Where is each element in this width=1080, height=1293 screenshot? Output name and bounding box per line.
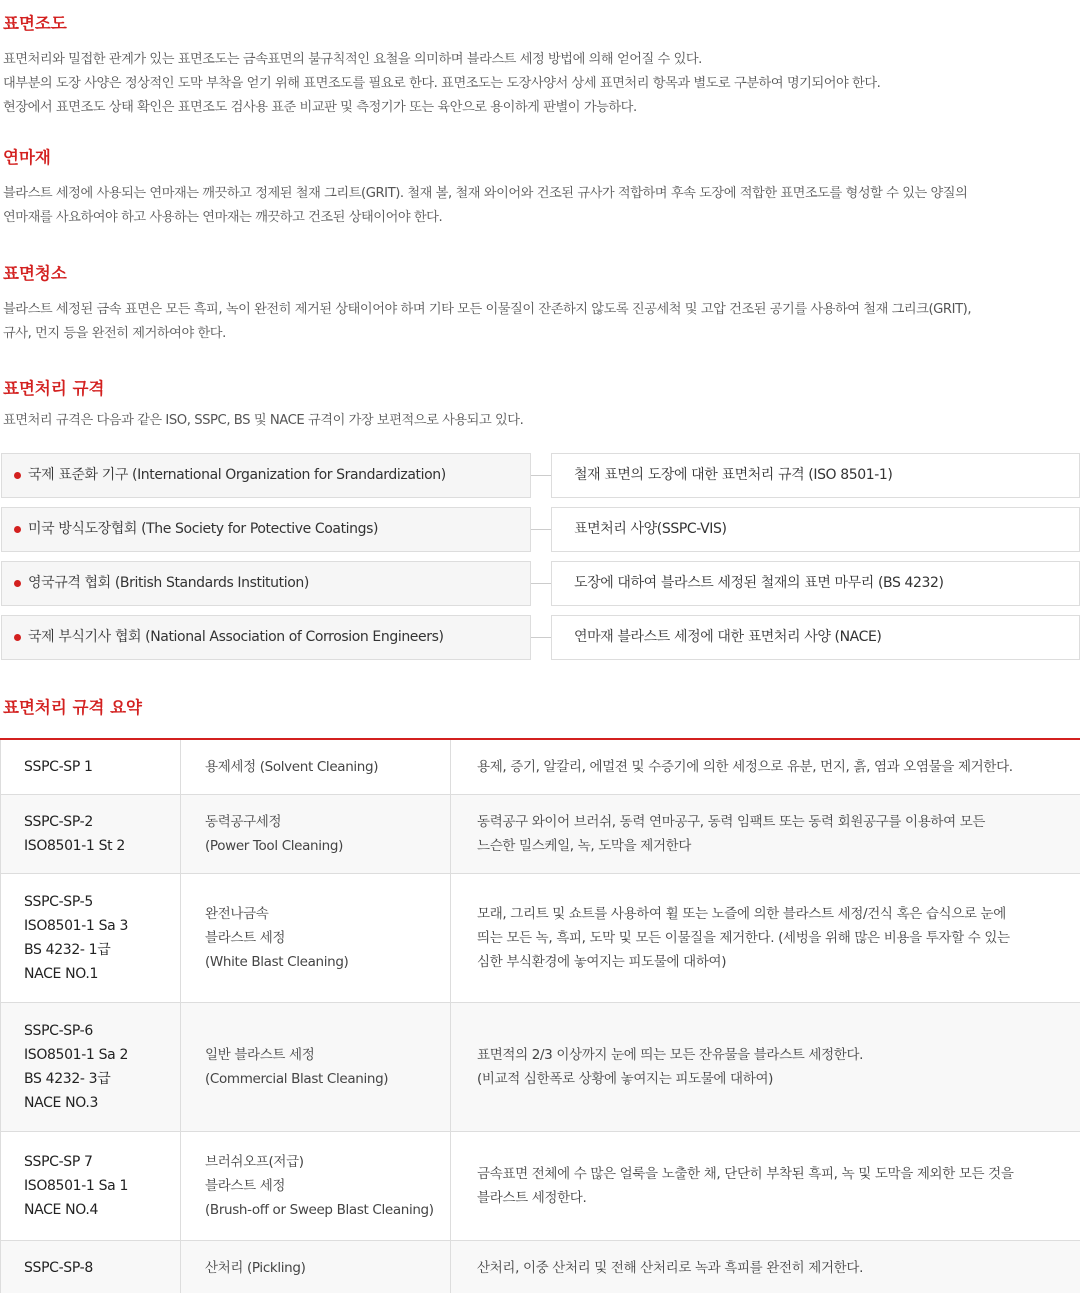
method-name: 산처리 (Pickling) (205, 1260, 306, 1276)
method-cell (181, 1132, 451, 1240)
standard-code-cell (0, 1132, 181, 1240)
standard-code: ISO8501-1 Sa 3 (24, 918, 128, 934)
standard-row (0, 453, 1080, 498)
section-summary (0, 697, 1080, 719)
description-cell (451, 1132, 1080, 1240)
connector-line (531, 583, 551, 584)
section-title: 표면조도 (3, 14, 67, 33)
section-cleaning (0, 263, 1080, 346)
bullet-dot-icon (14, 526, 21, 533)
method-cell (181, 1003, 451, 1131)
standards-intro: 표면처리 규격은 다음과 같은 ISO, SSPC, BS 및 NACE 규격이 가장 보편적으로 사용되고 있다. (3, 413, 524, 428)
method-cell (181, 1241, 451, 1293)
standard-org (1, 561, 531, 606)
description-line: 느슨한 밀스케일, 녹, 도막을 제거한다 (477, 838, 692, 854)
table-row (0, 795, 1080, 874)
standard-code-cell (0, 795, 181, 873)
standard-spec: 표면처리 사양(SSPC-VIS) (551, 507, 1080, 552)
method-cell (181, 795, 451, 873)
paragraph-line: 블라스트 세정된 금속 표면은 모든 흑피, 녹이 완전히 제거된 상태이어야 하며 기타 모든 이물질이 잔존하지 않도록 진공세척 및 고압 건조된 공기를 사용하여 철재 그리크(GRIT), (3, 302, 972, 317)
standard-code: BS 4232- 1급 (24, 942, 111, 958)
standard-org-label: 영국규격 협회 (British Standards Institution) (28, 575, 309, 591)
paragraph-line: 대부분의 도장 사양은 정상적인 도막 부착을 얻기 위해 표면조도를 필요로 한다. 표면조도는 도장사양서 상세 표면처리 항목과 별도로 구분하여 명기되어야 한다. (3, 76, 881, 91)
method-name: 동력공구세정 (205, 814, 282, 830)
section-roughness (0, 13, 1080, 120)
section-standards (0, 378, 1080, 433)
standard-org-label: 미국 방식도장협회 (The Society for Potective Coatings) (28, 521, 379, 537)
paragraph-line: 규사, 먼지 등을 완전히 제거하여야 한다. (3, 326, 226, 341)
standard-code: NACE NO.1 (24, 966, 99, 982)
description-line: 용제, 증기, 알칼리, 에멀젼 및 수증기에 의한 세정으로 유분, 먼지, 흙, 염과 오염물을 제거한다. (477, 759, 1013, 775)
method-name: 용제세정 (Solvent Cleaning) (205, 759, 379, 775)
section-title: 표면청소 (3, 264, 67, 283)
standard-code: SSPC-SP-8 (24, 1260, 93, 1276)
standard-code: SSPC-SP 7 (24, 1154, 93, 1170)
section-title: 표면처리 규격 요약 (3, 698, 143, 717)
connector-line (531, 637, 551, 638)
description-line: 모래, 그리트 및 쇼트를 사용하여 휠 또는 노즐에 의한 블라스트 세정/건식 혹은 습식으로 눈에 (477, 906, 1006, 922)
description-line: 표면적의 2/3 이상까지 눈에 띄는 모든 잔유물을 블라스트 세정한다. (477, 1047, 864, 1063)
standard-row (0, 507, 1080, 552)
description-cell (451, 1241, 1080, 1293)
standard-spec: 도장에 대하여 블라스트 세정된 철재의 표면 마무리 (BS 4232) (551, 561, 1080, 606)
description-cell (451, 795, 1080, 873)
section-abrasive (0, 147, 1080, 230)
table-row (0, 1003, 1080, 1132)
table-row (0, 1132, 1080, 1241)
description-line: 산처리, 이중 산처리 및 전해 산처리로 녹과 흑피를 완전히 제거한다. (477, 1260, 864, 1276)
description-line: 블라스트 세정한다. (477, 1190, 587, 1206)
section-title: 연마재 (3, 148, 51, 167)
standard-code: ISO8501-1 Sa 1 (24, 1178, 128, 1194)
standard-org (1, 615, 531, 660)
standard-code-cell (0, 874, 181, 1002)
description-line: 동력공구 와이어 브러쉬, 동력 연마공구, 동력 임팩트 또는 동력 회원공구를 이용하여 모든 (477, 814, 986, 830)
method-name: (White Blast Cleaning) (205, 954, 349, 970)
description-line: (비교적 심한폭로 상황에 놓여지는 피도물에 대하여) (477, 1071, 774, 1087)
method-name: 브러쉬오프(저급) (205, 1154, 304, 1170)
description-cell (451, 740, 1080, 794)
standard-code: SSPC-SP 1 (24, 759, 93, 775)
description-line: 띄는 모든 녹, 흑피, 도막 및 모든 이물질을 제거한다. (세벙을 위해 많은 비용을 투자할 수 있는 (477, 930, 1010, 946)
table-row (0, 740, 1080, 795)
method-name: (Commercial Blast Cleaning) (205, 1071, 389, 1087)
bullet-dot-icon (14, 472, 21, 479)
method-name: (Brush-off or Sweep Blast Cleaning) (205, 1202, 434, 1218)
standard-spec: 연마재 블라스트 세정에 대한 표면처리 사양 (NACE) (551, 615, 1080, 660)
table-row (0, 1241, 1080, 1293)
paragraph-line: 현장에서 표면조도 상태 확인은 표면조도 검사용 표준 비교판 및 측정기가 또는 육안으로 용이하게 판별이 가능하다. (3, 100, 637, 115)
standard-code: ISO8501-1 Sa 2 (24, 1047, 128, 1063)
standard-spec: 철재 표면의 도장에 대한 표면처리 규격 (ISO 8501-1) (551, 453, 1080, 498)
paragraph-line: 블라스트 세정에 사용되는 연마재는 깨끗하고 정제된 철재 그리트(GRIT). 철재 볼, 철재 와이어와 건조된 규사가 적합하며 후속 도장에 적합한 표면조도를 형성할 수 있는 양질의 (3, 186, 968, 201)
standard-code-cell (0, 740, 181, 794)
method-name: 블라스트 세정 (205, 930, 286, 946)
connector-line (531, 475, 551, 476)
description-cell (451, 874, 1080, 1002)
table-row (0, 874, 1080, 1003)
method-cell (181, 740, 451, 794)
connector-line (531, 529, 551, 530)
method-name: 블라스트 세정 (205, 1178, 286, 1194)
paragraph-line: 연마재를 사요하여야 하고 사용하는 연마재는 깨끗하고 건조된 상태이어야 한다. (3, 210, 443, 225)
standard-code: NACE NO.3 (24, 1095, 99, 1111)
bullet-dot-icon (14, 580, 21, 587)
standard-code: BS 4232- 3급 (24, 1071, 111, 1087)
standard-org-label: 국제 부식기사 협회 (National Association of Corrosion Engineers) (28, 629, 444, 645)
description-line: 심한 부식환경에 놓여지는 피도물에 대하여) (477, 954, 727, 970)
description-cell (451, 1003, 1080, 1131)
summary-table (0, 738, 1080, 1293)
method-cell (181, 874, 451, 1002)
method-name: 일반 블라스트 세정 (205, 1047, 315, 1063)
standard-code: SSPC-SP-2 (24, 814, 93, 830)
description-line: 금속표면 전체에 수 많은 얼룩을 노출한 채, 단단히 부착된 흑피, 녹 및 도막을 제외한 모든 것을 (477, 1166, 1014, 1182)
section-title: 표면처리 규격 (3, 379, 105, 398)
standard-code-cell (0, 1241, 181, 1293)
standard-row (0, 615, 1080, 660)
method-name: 완전나금속 (205, 906, 269, 922)
paragraph-line: 표면처리와 밀접한 관계가 있는 표면조도는 금속표면의 불규칙적인 요철을 의미하며 블라스트 세정 방법에 의해 얻어질 수 있다. (3, 52, 702, 67)
bullet-dot-icon (14, 634, 21, 641)
standard-code: ISO8501-1 St 2 (24, 838, 125, 854)
standard-row (0, 561, 1080, 606)
method-name: (Power Tool Cleaning) (205, 838, 343, 854)
standard-org (1, 453, 531, 498)
standard-code: SSPC-SP-6 (24, 1023, 93, 1039)
standard-org-label: 국제 표준화 기구 (International Organization for Srandardization) (28, 467, 446, 483)
standard-code-cell (0, 1003, 181, 1131)
standard-org (1, 507, 531, 552)
standard-code: NACE NO.4 (24, 1202, 99, 1218)
standard-code: SSPC-SP-5 (24, 894, 93, 910)
